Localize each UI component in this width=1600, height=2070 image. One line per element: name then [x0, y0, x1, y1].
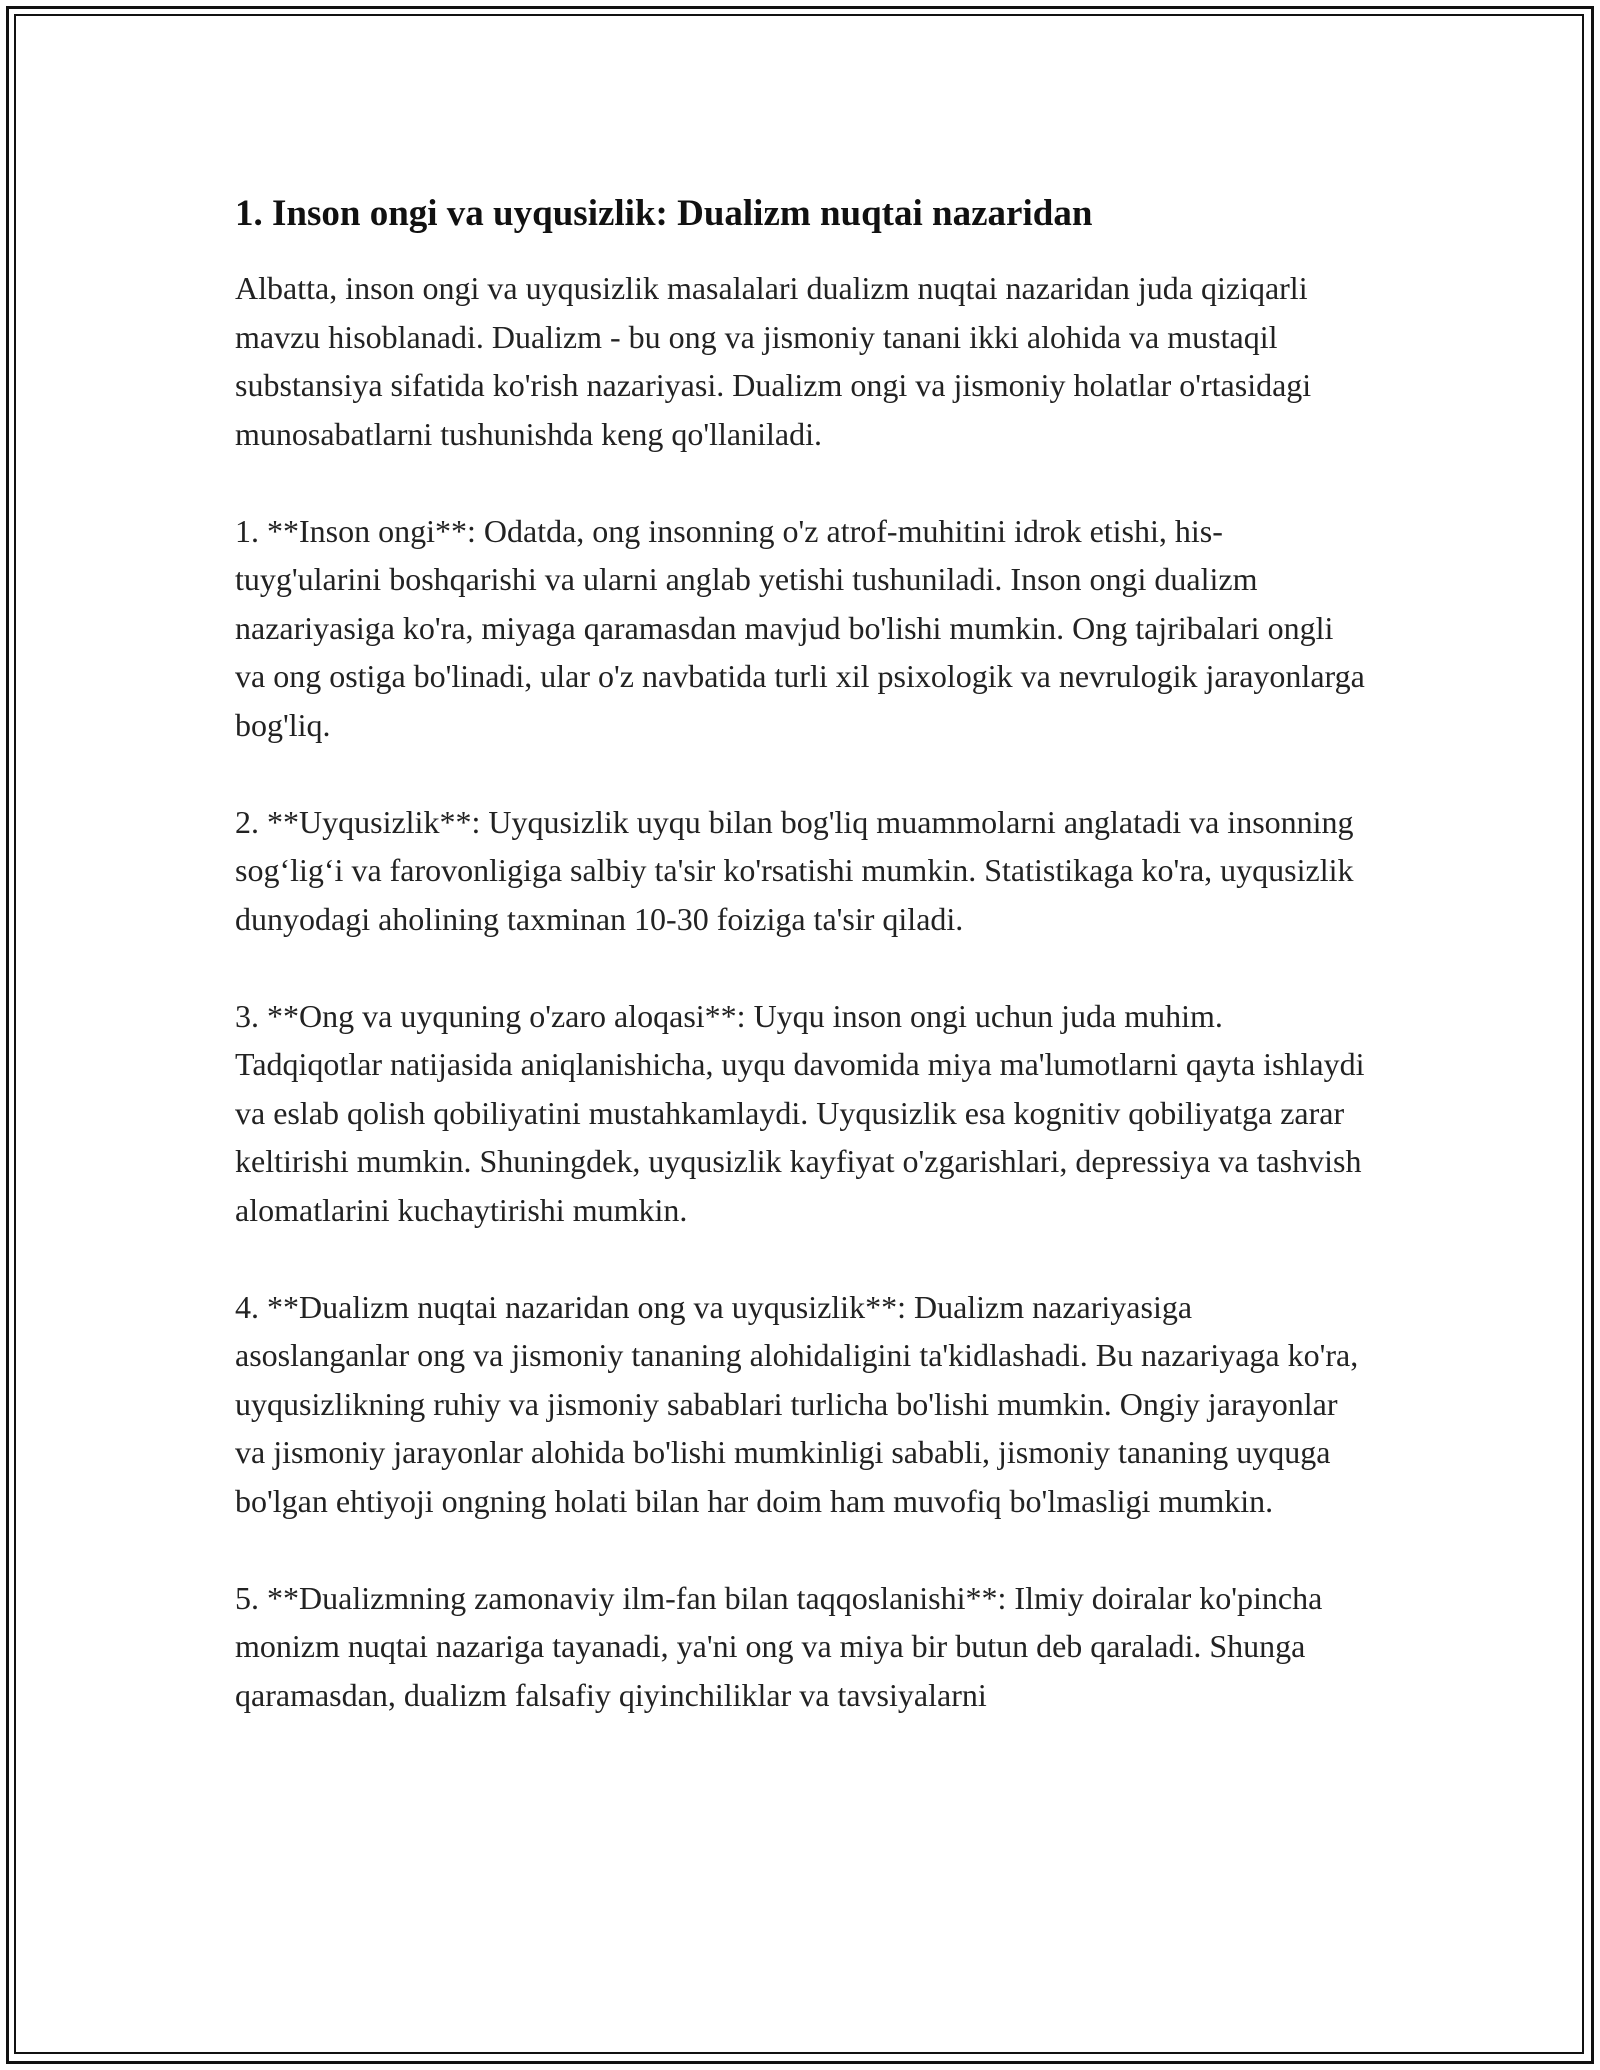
paragraph-uyqusizlik: 2. **Uyqusizlik**: Uyqusizlik uyqu bilan bog'liq muammolarni anglatadi va insonning sog‘lig‘i va farovonligiga salbiy ta'sir ko'rsatishi mumkin. Statistikaga ko'ra, uyqusizlik dunyodagi aholining taxminan 10-30 foiziga ta'sir qiladi.: [235, 803, 1354, 937]
document-body: [235, 190, 1365, 1768]
paragraph-inson-ongi: 1. **Inson ongi**: Odatda, ong insonning o'z atrof-muhitini idrok etishi, his-tuyg'ularini boshqarishi va ularni anglab yetishi tushuniladi. Inson ongi dualizm nazariyasiga ko'ra, miyaga qaramasdan mavjud bo'lishi mumkin. Ong tajribalari ongli va ong ostiga bo'linadi, ular o'z navbatida turli xil psixologik va nevrulogik jarayonlarga bog'liq.: [235, 512, 1365, 743]
paragraph-dualizm-nuqtai-nazari: 4. **Dualizm nuqtai nazaridan ong va uyqusizlik**: Dualizm nazariyasiga asoslanganlar ong va jismoniy tananing alohidaligini ta'kidlashadi. Bu nazariyaga ko'ra, uyqusizlikning ruhiy va jismoniy sabablari turlicha bo'lishi mumkin. Ongiy jarayonlar va jismoniy jarayonlar alohida bo'lishi mumkinligi sababli, jismoniy tananing uyquga bo'lgan ehtiyoji ongning holati bilan har doim ham muvofiq bo'lmasligi mumkin.: [235, 1288, 1359, 1519]
document-heading: 1. Inson ongi va uyqusizlik: Dualizm nuqtai nazaridan: [235, 193, 1093, 234]
paragraph-intro: Albatta, inson ongi va uyqusizlik masalalari dualizm nuqtai nazaridan juda qiziqarli mavzu hisoblanadi. Dualizm - bu ong va jismoniy tanani ikki alohida va mustaqil substansiya sifatida ko'rish nazariyasi. Dualizm ongi va jismoniy holatlar o'rtasidagi munosabatlarni tushunishda keng qo'llaniladi.: [235, 270, 1312, 452]
paragraph-zamonaviy-ilm-fan: 5. **Dualizmning zamonaviy ilm-fan bilan taqqoslanishi**: Ilmiy doiralar ko'pincha monizm nuqtai nazariga tayanadi, ya'ni ong va miya bir butun deb qaraladi. Shunga qaramasdan, dualizm falsafiy qiyinchiliklar va tavsiyalarni: [235, 1579, 1323, 1713]
paragraph-ong-va-uyqu: 3. **Ong va uyquning o'zaro aloqasi**: Uyqu inson ongi uchun juda muhim. Tadqiqotlar natijasida aniqlanishicha, uyqu davomida miya ma'lumotlarni qayta ishlaydi va eslab qolish qobiliyatini mustahkamlaydi. Uyqusizlik esa kognitiv qobiliyatga zarar keltirishi mumkin. Shuningdek, uyqusizlik kayfiyat o'zgarishlari, depressiya va tashvish alomatlarini kuchaytirishi mumkin.: [235, 997, 1365, 1228]
